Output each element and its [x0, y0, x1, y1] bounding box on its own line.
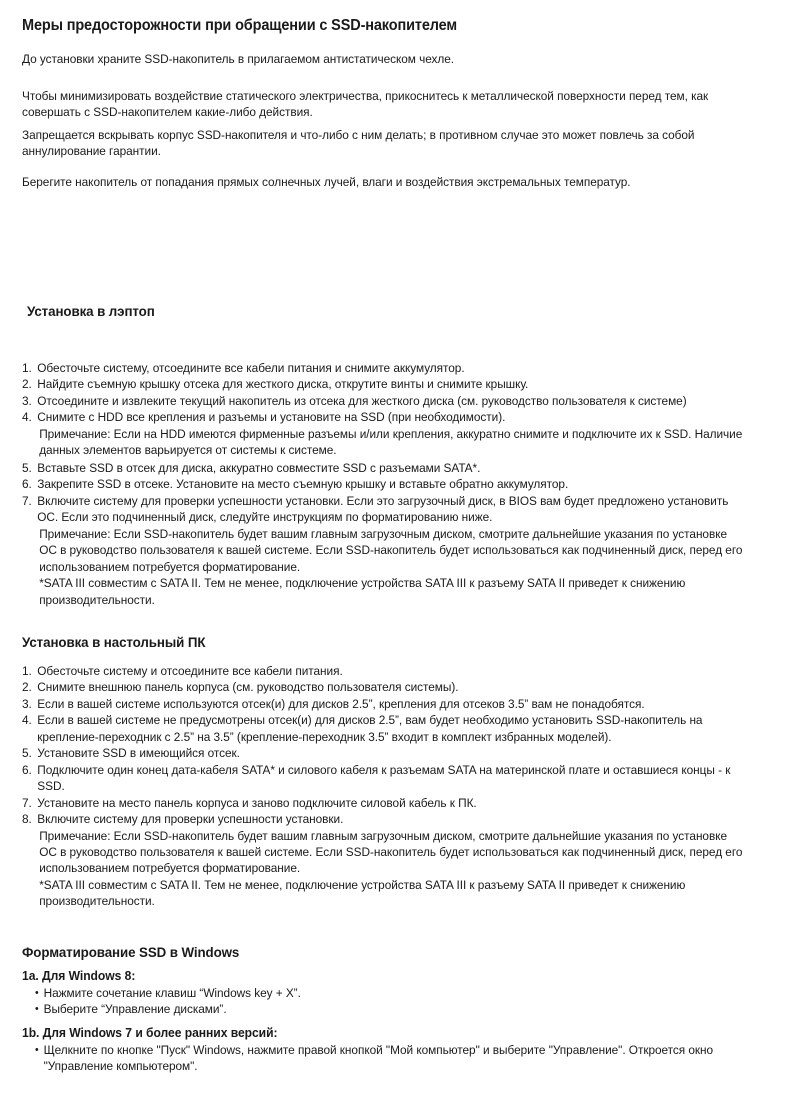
section-heading-laptop: Установка в лэптоп — [27, 304, 155, 320]
list-item-text: Снимите внешнюю панель корпуса (см. руководство пользователя системы). — [37, 680, 459, 695]
list-item — [22, 409, 743, 458]
list-item-number: 7. — [22, 795, 32, 810]
list-item-text: Установите на место панель корпуса и заново подключите силовой кабель к ПК. — [37, 795, 477, 810]
list-item-text: Обесточьте систему и отсоедините все кабели питания. — [37, 664, 343, 678]
list-item — [35, 985, 744, 1001]
list-item-number: 3. — [22, 393, 32, 408]
list-item-text: Обесточьте систему, отсоедините все кабели питания и снимите аккумулятор. — [37, 361, 465, 375]
list-item — [35, 1042, 744, 1075]
list-item-number: 4. — [22, 410, 32, 425]
list-item — [22, 476, 743, 492]
list-item-note: Примечание: Если SSD-накопитель будет вашим главным загрузочным диском, смотрите дальнейшие указания по установке ОС в руководство пользователя к вашей системе. Если SSD-накопитель будет использоваться как подчиненный диск, перед его использованием потребуется форматирование. — [39, 828, 743, 876]
windows8-group-label: 1a. Для Windows 8: — [22, 969, 136, 983]
list-item-note: Примечание: Если на HDD имеются фирменные разъемы и/или крепления, аккуратно снимите и подключите их к SSD. Наличие данных элементов варьируется от системы к системе. — [39, 426, 743, 458]
list-item-text: Выберите “Управление дисками”. — [43, 1002, 227, 1017]
list-item — [22, 712, 743, 745]
desktop-steps-list — [22, 663, 743, 910]
list-item-number: 8. — [22, 812, 32, 827]
list-item-number: 1. — [22, 664, 32, 678]
list-item — [22, 360, 743, 376]
list-item — [22, 376, 743, 392]
list-item-footnote: *SATA III совместим с SATA II. Тем не менее, подключение устройства SATA III к разъему SATA II приведет к снижению производительности. — [39, 877, 686, 909]
list-item-text: Закрепите SSD в отсеке. Установите на место съемную крышку и вставьте обратно аккумулятор. — [37, 477, 569, 492]
section-heading-windows: Форматирование SSD в Windows — [22, 945, 240, 961]
windows7-group-label: 1b. Для Windows 7 и более ранних версий: — [22, 1026, 278, 1040]
intro-paragraph-1: До установки храните SSD-накопитель в прилагаемом антистатическом чехле. — [22, 52, 455, 66]
list-item-number: 1. — [22, 361, 32, 375]
list-item-text: Вставьте SSD в отсек для диска, аккуратно совместите SSD с разъемами SATA*. — [37, 460, 481, 475]
list-item — [22, 745, 743, 761]
list-item-number: 6. — [22, 762, 32, 777]
list-item-text: Включите систему для проверки успешности установки. — [37, 812, 344, 827]
windows7-bullet-list — [35, 1042, 744, 1075]
list-item-number: 2. — [22, 680, 32, 695]
bullet-dot-icon: • — [35, 986, 39, 999]
list-item-number: 5. — [22, 746, 32, 761]
list-item-text: Щелкните по кнопке "Пуск" Windows, нажмите правой кнопкой "Мой компьютер" и выберите "Управление". Откроется окно "Управление компьютером". — [43, 1043, 714, 1074]
list-item-number: 2. — [22, 377, 32, 392]
list-item-number: 3. — [22, 696, 32, 711]
intro-paragraph-2: Чтобы минимизировать воздействие статического электричества, прикоснитесь к металлической поверхности перед тем, как совершать с SSD-накопителем какие-либо действия. — [22, 89, 709, 120]
list-item — [22, 811, 743, 910]
intro-paragraph-4: Берегите накопитель от попадания прямых солнечных лучей, влаги и воздействия экстремальных температур. — [22, 175, 631, 189]
list-item — [22, 696, 743, 712]
list-item-number: 5. — [22, 460, 32, 475]
list-item — [35, 1001, 744, 1017]
bullet-dot-icon: • — [35, 1043, 39, 1056]
list-item — [22, 663, 743, 679]
list-item-text: Установите SSD в имеющийся отсек. — [37, 746, 240, 761]
list-item — [22, 762, 743, 795]
page-title: Меры предосторожности при обращении с SSD-накопителем — [22, 17, 457, 34]
windows8-bullet-list — [35, 985, 744, 1018]
list-item-footnote: *SATA III совместим с SATA II. Тем не менее, подключение устройства SATA III к разъему SATA II приведет к снижению производительности. — [39, 576, 686, 607]
intro-paragraph-3: Запрещается вскрывать корпус SSD-накопителя и что-либо с ним делать; в противном случае это может повлечь за собой аннулирование гарантии. — [22, 128, 695, 159]
list-item-number: 7. — [22, 493, 32, 508]
list-item-note: Примечание: Если SSD-накопитель будет вашим главным загрузочным диском, смотрите дальнейшие указания по установке ОС в руководство пользователя к вашей системе. Если SSD-накопитель будет использоваться как подчиненный диск, перед его использованием потребуется форматирование. — [39, 526, 743, 574]
list-item-text: Найдите съемную крышку отсека для жесткого диска, открутите винты и снимите крышку. — [37, 377, 529, 392]
list-item-text: Если в вашей системе не предусмотрены отсек(и) для дисков 2.5”, вам будет необходимо установить SSD-накопитель на крепление-переходник с 2.5” на 3.5” (крепление-переходник 3.5” входит в комплект избранных моделей). — [37, 713, 703, 744]
bullet-dot-icon: • — [35, 1002, 39, 1015]
list-item-text: Включите систему для проверки успешности установки. Если это загрузочный диск, в BIOS вам будет предложено установить ОС. Если это подчиненный диск, следуйте инструкциям по форматированию ниже. — [37, 493, 729, 525]
list-item-number: 4. — [22, 713, 32, 728]
list-item-text: Если в вашей системе используются отсек(и) для дисков 2.5”, крепления для отсеков 3.5” вам не понадобятся. — [37, 696, 645, 711]
list-item-text: Нажмите сочетание клавиш “Windows key + X”. — [43, 986, 301, 1000]
list-item-text: Подключите один конец дата-кабеля SATA* и силового кабеля к разъемам SATA на материнской плате и оставшиеся концы - к SSD. — [37, 762, 731, 794]
list-item — [22, 460, 743, 476]
laptop-steps-list — [22, 360, 743, 608]
section-heading-desktop: Установка в настольный ПК — [22, 635, 206, 651]
list-item — [22, 493, 743, 608]
list-item — [22, 795, 743, 811]
list-item-number: 6. — [22, 477, 32, 492]
list-item-text: Отсоедините и извлеките текущий накопитель из отсека для жесткого диска (см. руководство пользователя к системе) — [37, 393, 687, 408]
list-item — [22, 393, 743, 409]
list-item-text: Снимите с HDD все крепления и разъемы и установите на SSD (при необходимости). — [37, 410, 506, 425]
list-item — [22, 679, 743, 695]
